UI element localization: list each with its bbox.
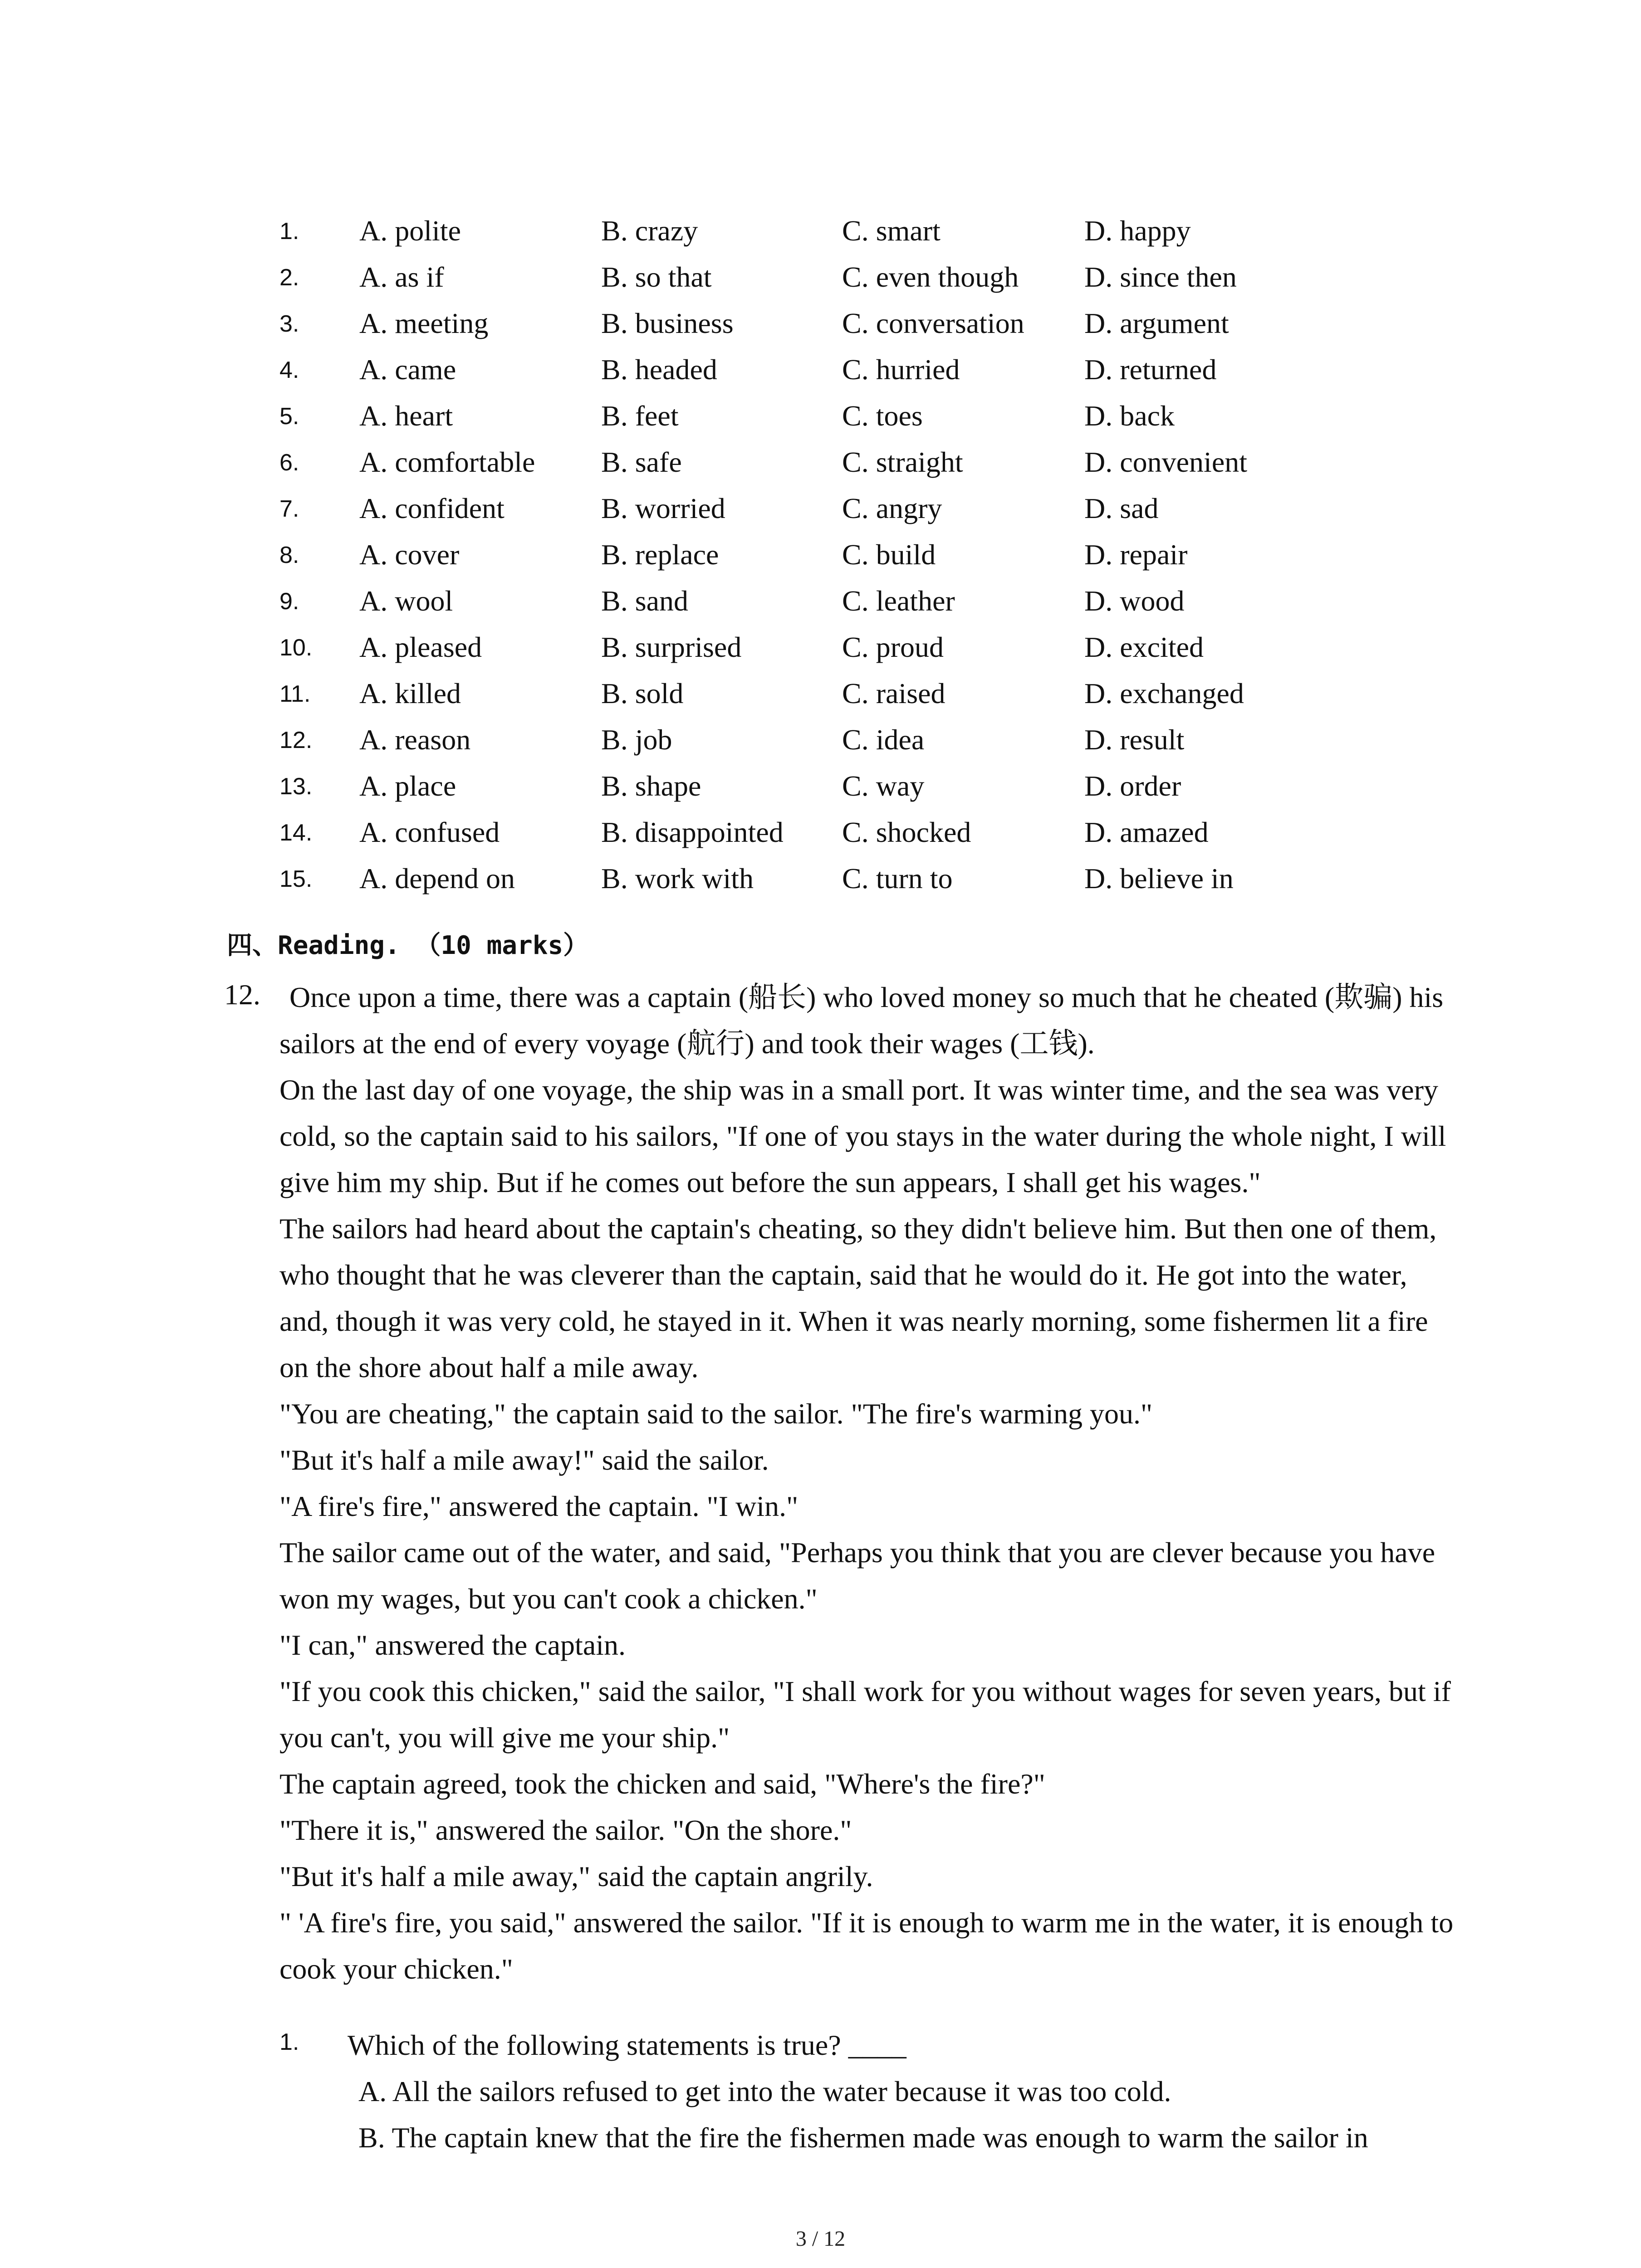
passage-paragraph: " 'A fire's fire, you said," answered the sailor. "If it is enough to warm me in the water, it is enough to cook your chicken." (279, 1906, 1454, 1985)
option-row (272, 445, 1361, 492)
option-a[interactable]: A. came (359, 353, 456, 386)
option-row (272, 816, 1361, 862)
option-row (272, 584, 1361, 631)
option-c[interactable]: C. even though (842, 261, 1019, 293)
option-c[interactable]: C. straight (842, 446, 963, 478)
option-a[interactable]: A. heart (359, 400, 453, 432)
option-b[interactable]: B. shape (601, 770, 701, 802)
option-number: 12. (279, 727, 313, 753)
option-row (272, 214, 1361, 260)
passage-paragraph: "But it's half a mile away!" said the sailor. (279, 1444, 769, 1476)
passage-paragraph: The captain agreed, took the chicken and said, "Where's the fire?" (279, 1768, 1045, 1800)
option-c[interactable]: C. angry (842, 492, 942, 524)
page-number: 3 / 12 (795, 2227, 846, 2251)
passage-paragraph: "If you cook this chicken," said the sailor, "I shall work for you without wages for seven years, but if you can't, you will give me your ship." (279, 1675, 1451, 1754)
option-number: 1. (279, 218, 299, 244)
options-table (272, 214, 1361, 908)
option-c[interactable]: C. shocked (842, 816, 971, 848)
option-d[interactable]: D. since then (1084, 261, 1237, 293)
option-a[interactable]: A. cover (359, 538, 460, 571)
option-row (272, 677, 1361, 723)
option-b[interactable]: B. so that (601, 261, 712, 293)
option-a[interactable]: A. depend on (359, 862, 515, 894)
option-c[interactable]: C. smart (842, 215, 941, 247)
option-b[interactable]: B. crazy (601, 215, 698, 247)
option-b[interactable]: B. disappointed (601, 816, 784, 848)
option-d[interactable]: D. happy (1084, 215, 1191, 247)
option-a[interactable]: A. reason (359, 723, 471, 756)
option-b[interactable]: B. feet (601, 400, 679, 432)
option-a[interactable]: A. confused (359, 816, 500, 848)
passage-paragraph: The sailors had heard about the captain's cheating, so they didn't believe him. But then one of them, who thought that he was cleverer than the captain, said that he would do it. He got into the water, and, though it was very cold, he stayed in it. When it was nearly morning, some fishermen lit a fire on the shore about half a mile away. (279, 1212, 1437, 1383)
option-a[interactable]: A. confident (359, 492, 505, 524)
passage-paragraph: "A fire's fire," answered the captain. "I win." (279, 1490, 798, 1522)
question-number: 12. (224, 978, 260, 1011)
option-b[interactable]: B. surprised (601, 631, 742, 663)
passage-paragraph: "You are cheating," the captain said to the sailor. "The fire's warming you." (279, 1398, 1153, 1430)
option-number: 11. (279, 681, 311, 707)
passage-paragraph: "There it is," answered the sailor. "On the shore." (279, 1814, 852, 1846)
option-a[interactable]: A. pleased (359, 631, 482, 663)
option-c[interactable]: C. conversation (842, 307, 1024, 339)
option-b[interactable]: B. sold (601, 677, 684, 709)
option-row (272, 723, 1361, 769)
option-b[interactable]: B. work with (601, 862, 754, 894)
passage-paragraph: "But it's half a mile away," said the captain angrily. (279, 1860, 873, 1892)
option-a[interactable]: A. polite (359, 215, 461, 247)
option-c[interactable]: C. proud (842, 631, 944, 663)
option-d[interactable]: D. returned (1084, 353, 1217, 386)
option-number: 8. (279, 542, 299, 568)
option-a[interactable]: A. wool (359, 585, 453, 617)
option-number: 14. (279, 820, 313, 846)
option-a[interactable]: A. killed (359, 677, 461, 709)
option-row (272, 353, 1361, 399)
sub-question-option-a[interactable]: A. All the sailors refused to get into the water because it was too cold. (358, 2075, 1171, 2107)
option-c[interactable]: C. way (842, 770, 925, 802)
option-d[interactable]: D. exchanged (1084, 677, 1244, 709)
option-a[interactable]: A. place (359, 770, 456, 802)
option-a[interactable]: A. meeting (359, 307, 489, 339)
option-d[interactable]: D. believe in (1084, 862, 1234, 894)
option-b[interactable]: B. safe (601, 446, 682, 478)
option-a[interactable]: A. as if (359, 261, 444, 293)
sub-question-options (358, 2068, 1465, 2161)
sub-question-option-b[interactable]: B. The captain knew that the fire the fishermen made was enough to warm the sailor in (358, 2121, 1368, 2154)
option-row (272, 307, 1361, 353)
option-number: 10. (279, 635, 313, 661)
option-b[interactable]: B. headed (601, 353, 717, 386)
option-row (272, 399, 1361, 445)
section-heading: 四、Reading. （10 marks） (227, 931, 589, 960)
option-b[interactable]: B. job (601, 723, 672, 756)
option-d[interactable]: D. wood (1084, 585, 1185, 617)
option-number: 13. (279, 773, 313, 800)
passage-paragraph: Once upon a time, there was a captain (船长) who loved money so much that he cheated (欺骗) his sailors at the end of every voyage (航行) and took their wages (工钱). (279, 981, 1444, 1060)
option-row (272, 538, 1361, 584)
passage-paragraph: The sailor came out of the water, and said, "Perhaps you think that you are clever because you have won my wages, but you can't cook a chicken." (279, 1536, 1435, 1615)
option-d[interactable]: D. amazed (1084, 816, 1209, 848)
option-d[interactable]: D. convenient (1084, 446, 1247, 478)
option-b[interactable]: B. sand (601, 585, 688, 617)
sub-question-text: Which of the following statements is true? ____ (348, 2029, 906, 2061)
option-number: 9. (279, 588, 299, 615)
option-row (272, 260, 1361, 307)
option-row (272, 492, 1361, 538)
option-number: 2. (279, 264, 299, 291)
option-d[interactable]: D. order (1084, 770, 1181, 802)
option-d[interactable]: D. sad (1084, 492, 1159, 524)
option-number: 5. (279, 403, 299, 430)
option-d[interactable]: D. result (1084, 723, 1185, 756)
option-number: 4. (279, 357, 299, 383)
option-c[interactable]: C. hurried (842, 353, 960, 386)
option-d[interactable]: D. excited (1084, 631, 1204, 663)
option-a[interactable]: A. comfortable (359, 446, 535, 478)
reading-passage (279, 974, 1455, 1992)
option-c[interactable]: C. turn to (842, 862, 953, 894)
option-c[interactable]: C. build (842, 538, 936, 571)
option-number: 3. (279, 311, 299, 337)
option-d[interactable]: D. repair (1084, 538, 1188, 571)
passage-paragraph: On the last day of one voyage, the ship was in a small port. It was winter time, and the sea was very cold, so the captain said to his sailors, "If one of you stays in the water during the whole night, I will give him my ship. But if he comes out before the sun appears, I shall get his wages." (279, 1074, 1446, 1198)
option-number: 7. (279, 496, 299, 522)
option-c[interactable]: C. toes (842, 400, 923, 432)
option-d[interactable]: D. argument (1084, 307, 1229, 339)
option-c[interactable]: C. leather (842, 585, 955, 617)
option-c[interactable]: C. idea (842, 723, 925, 756)
option-c[interactable]: C. raised (842, 677, 945, 709)
option-b[interactable]: B. worried (601, 492, 725, 524)
option-number: 6. (279, 450, 299, 476)
option-row (272, 769, 1361, 816)
option-b[interactable]: B. business (601, 307, 734, 339)
sub-question-number: 1. (279, 2029, 299, 2055)
passage-paragraph: "I can," answered the captain. (279, 1629, 626, 1661)
option-b[interactable]: B. replace (601, 538, 719, 571)
option-row (272, 862, 1361, 908)
option-row (272, 631, 1361, 677)
option-number: 15. (279, 866, 313, 892)
option-d[interactable]: D. back (1084, 400, 1175, 432)
